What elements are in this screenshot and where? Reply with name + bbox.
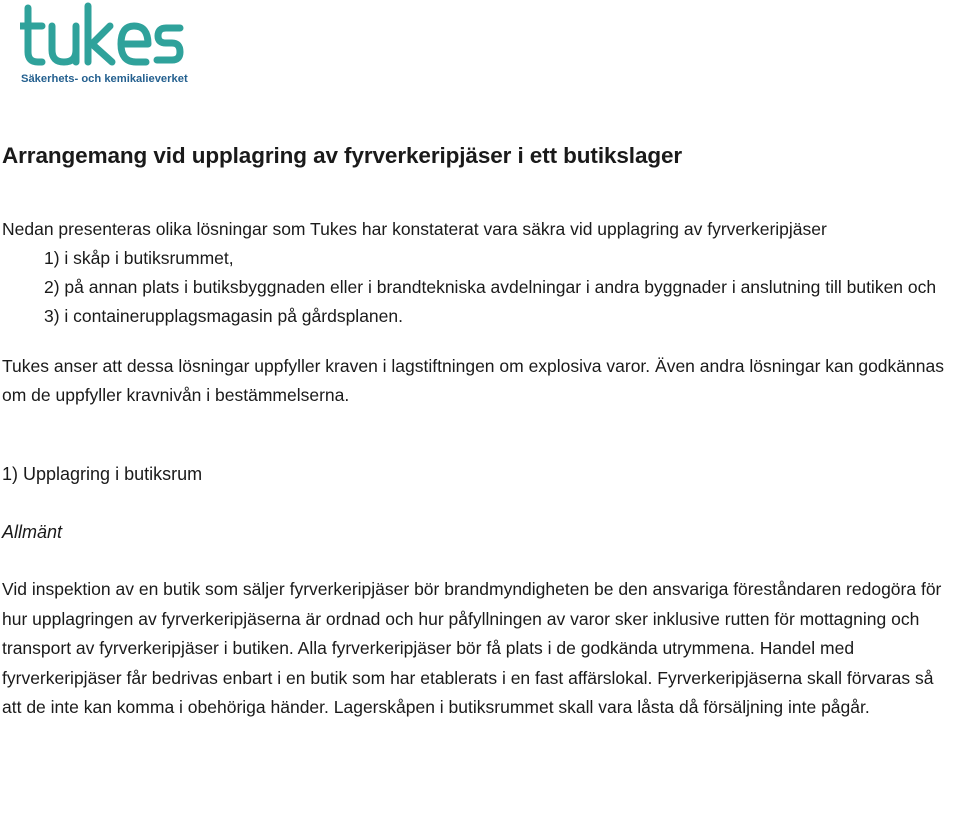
logo-wordmark	[20, 6, 180, 62]
section-body: Vid inspektion av en butik som säljer fyrverkeripjäser bör brandmyndigheten be den ansvariga föreståndaren redogöra för hur upplagringen av fyrverkeripjäserna är ordnad och hur påfyllningen av varor sker inklusive rutten för mottagning och transport av fyrverkeripjäser i butiken. Alla fyrverkeripjäser bör få plats i de godkända utrymmena. Handel med fyrverkeripjäser får bedrivas enbart i en butik som har etablerats i en fast affärslokal. Fyrverkeripjäserna skall förvaras så att de inte kan komma i obehöriga händer. Lagerskåpen i butiksrummet skall vara låsta då försäljning inte pågår.	[2, 579, 942, 717]
intro-text: Nedan presenteras olika lösningar som Tukes har konstaterat vara säkra vid upplagring av fyrverkeripjäser	[2, 219, 827, 239]
intro-list-item: 2) på annan plats i butiksbyggnaden eller i brandtekniska avdelningar i andra byggnader i anslutning till butiken och	[44, 277, 937, 297]
document-title: Arrangemang vid upplagring av fyrverkeripjäser i ett butikslager	[2, 143, 683, 168]
intro-list-item: 1) i skåp i butiksrummet,	[44, 248, 234, 268]
intro-list-item: 3) i containerupplagsmagasin på gårdsplanen.	[44, 306, 403, 326]
document	[2, 140, 952, 723]
intro-list	[2, 244, 952, 331]
intro-paragraph	[2, 215, 952, 331]
logo-tagline: Säkerhets- och kemikalieverket	[21, 73, 188, 85]
section-heading: 1) Upplagring i butiksrum	[2, 464, 203, 484]
assessment-paragraph: Tukes anser att dessa lösningar uppfyller kraven i lagstiftningen om explosiva varor. Även andra lösningar kan godkännas om de uppfyller kravnivån i bestämmelserna.	[2, 356, 944, 405]
section-subheading: Allmänt	[2, 522, 63, 542]
tukes-logo	[20, 2, 200, 88]
tukes-logo-graphic	[20, 2, 200, 88]
